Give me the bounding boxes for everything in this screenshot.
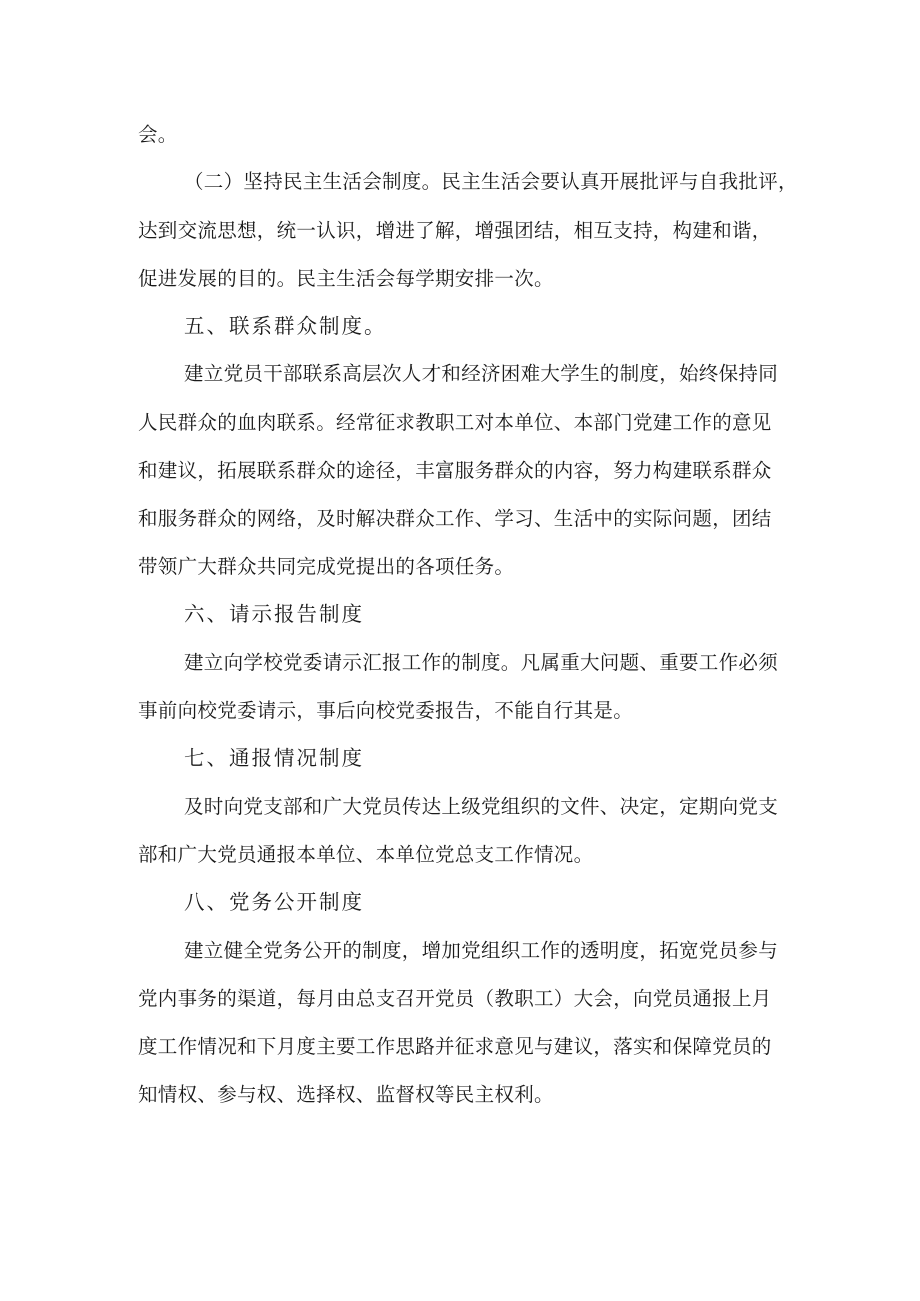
text-line: 部和广大党员通报本单位、本单位党总支工作情况。 (138, 843, 594, 866)
section-heading: 五、联系群众制度。 (184, 314, 387, 338)
section-heading: 六、请示报告制度 (184, 602, 364, 626)
text-line: 建立健全党务公开的制度，增加党组织工作的透明度，拓宽党员参与 (184, 939, 779, 962)
text-line: 知情权、参与权、选择权、监督权等民主权利。 (138, 1083, 554, 1106)
text-line: 会。 (138, 123, 178, 146)
text-line: 促进发展的目的。民主生活会每学期安排一次。 (138, 267, 554, 290)
text-line: 和服务群众的网络，及时解决群众工作、学习、生活中的实际问题，团结 (138, 507, 772, 530)
text-line: 事前向校党委请示，事后向校党委报告，不能自行其是。 (138, 699, 634, 722)
text-line: （二）坚持民主生活会制度。民主生活会要认真开展批评与自我批评， (184, 170, 798, 193)
text-line: 建立党员干部联系高层次人才和经济困难大学生的制度，始终保持同 (184, 362, 779, 385)
text-line: 党内事务的渠道，每月由总支召开党员（教职工）大会，向党员通报上月 (138, 987, 772, 1010)
text-line: 达到交流思想，统一认识，增进了解，增强团结，相互支持，构建和谐， (138, 219, 772, 242)
text-line: 人民群众的血肉联系。经常征求教职工对本单位、本部门党建工作的意见 (138, 411, 772, 434)
text-line: 及时向党支部和广大党员传达上级党组织的文件、决定，定期向党支 (184, 795, 779, 818)
text-line: 和建议，拓展联系群众的途径，丰富服务群众的内容，努力构建联系群众 (138, 459, 772, 482)
section-heading: 七、通报情况制度 (184, 746, 364, 770)
section-heading: 八、党务公开制度 (184, 890, 364, 914)
text-line: 度工作情况和下月度主要工作思路并征求意见与建议，落实和保障党员的 (138, 1035, 772, 1058)
text-line: 带领广大群众共同完成党提出的各项任务。 (138, 555, 515, 578)
text-line: 建立向学校党委请示汇报工作的制度。凡属重大问题、重要工作必须 (184, 651, 779, 674)
